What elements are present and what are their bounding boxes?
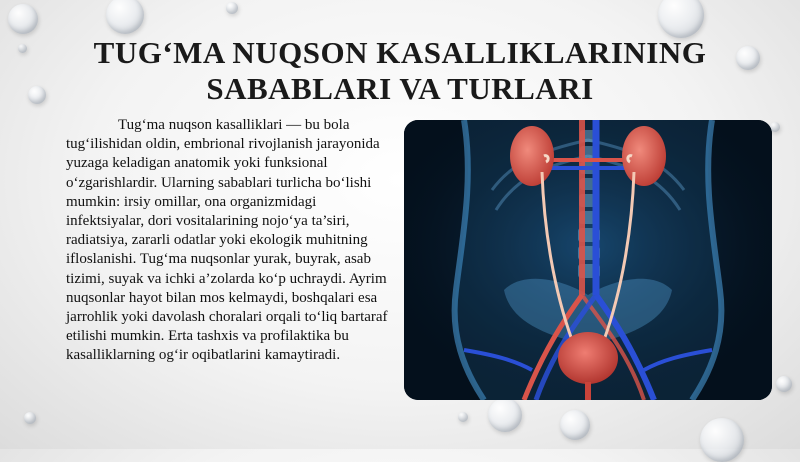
water-droplet [106, 0, 144, 34]
water-droplet [226, 2, 238, 14]
water-droplet [700, 418, 744, 462]
water-droplet [458, 412, 468, 422]
water-droplet [24, 412, 36, 424]
slide-title: TUG‘MA NUQSON KASALLIKLARINING SABABLARI VA TURLARI [93, 34, 707, 106]
water-droplet [18, 44, 27, 53]
urinary-system-image [404, 120, 772, 400]
water-droplet [8, 4, 38, 34]
slide-paragraph: Tug‘ma nuqson kasalliklari — bu bola tug‘ilishidan oldin, embrional rivojlanish jarayonida yuzaga keladigan anatomik yoki funksional o‘zgarishlardir. Ularning sabablari turlicha bo‘lishi mumkin: irsiy omillar, ona organizmidagi infektsiyalar, dori vositalarining nojo‘ya ta’siri, radiatsiya, zararli odatlar yoki ekologik muhitning ifloslanishi. Tug‘ma nuqsonlar yurak, buyrak, asab tizimi, suyak va ichki a’zolarda ko‘p uchraydi. Ayrim nuqsonlar hayot bilan mos kelmaydi, boshqalari esa jarrohlik yoki davolash choralari orqali to‘liq bartaraf etilishi mumkin. Erta tashxis va profilaktika bu kasalliklarning og‘ir oqibatlarini kamaytiradi. [66, 117, 388, 364]
water-droplet [488, 398, 522, 432]
water-droplet [560, 410, 590, 440]
water-droplet [776, 376, 792, 392]
water-droplet [658, 0, 704, 38]
